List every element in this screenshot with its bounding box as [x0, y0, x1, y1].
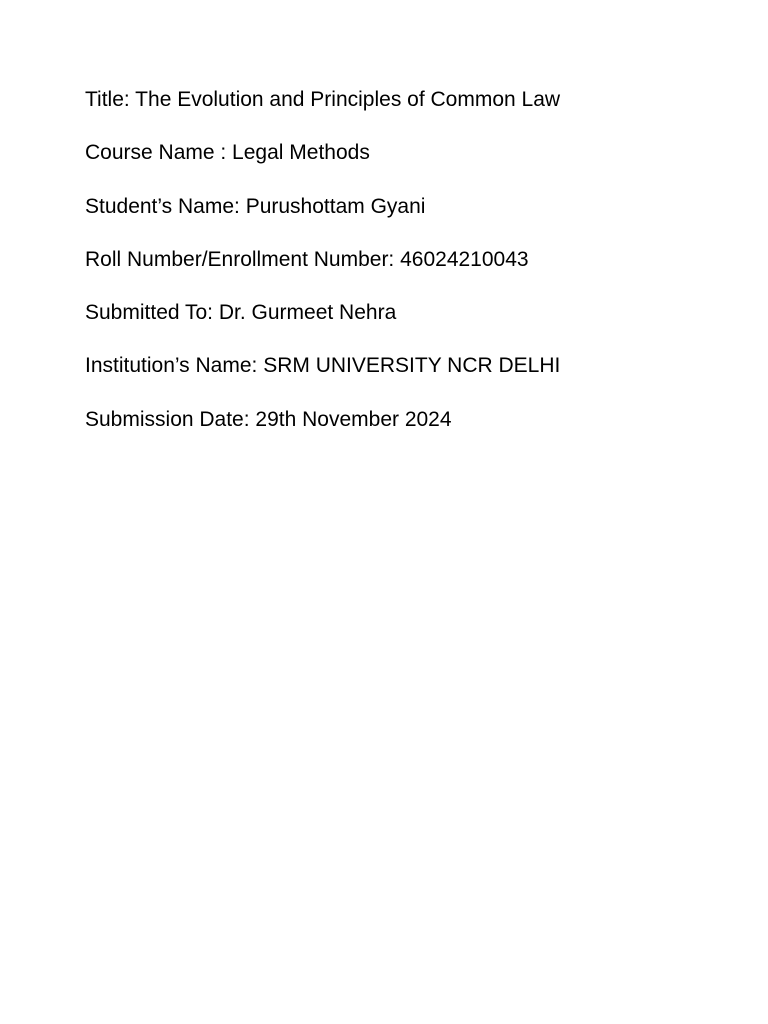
title-page-details: [85, 85, 725, 458]
student-name-line: Student’s Name: Purushottam Gyani: [85, 194, 426, 218]
course-name-line: Course Name : Legal Methods: [85, 141, 370, 165]
title-line: Title: The Evolution and Principles of Common Law: [85, 88, 561, 111]
submitted-to-line: Submitted To: Dr. Gurmeet Nehra: [85, 301, 397, 325]
submission-date-line: Submission Date: 29th November 2024: [85, 407, 452, 431]
institution-name-line: Institution’s Name: SRM UNIVERSITY NCR DELHI: [85, 354, 561, 378]
roll-number-line: Roll Number/Enrollment Number: 46024210043: [85, 247, 529, 271]
